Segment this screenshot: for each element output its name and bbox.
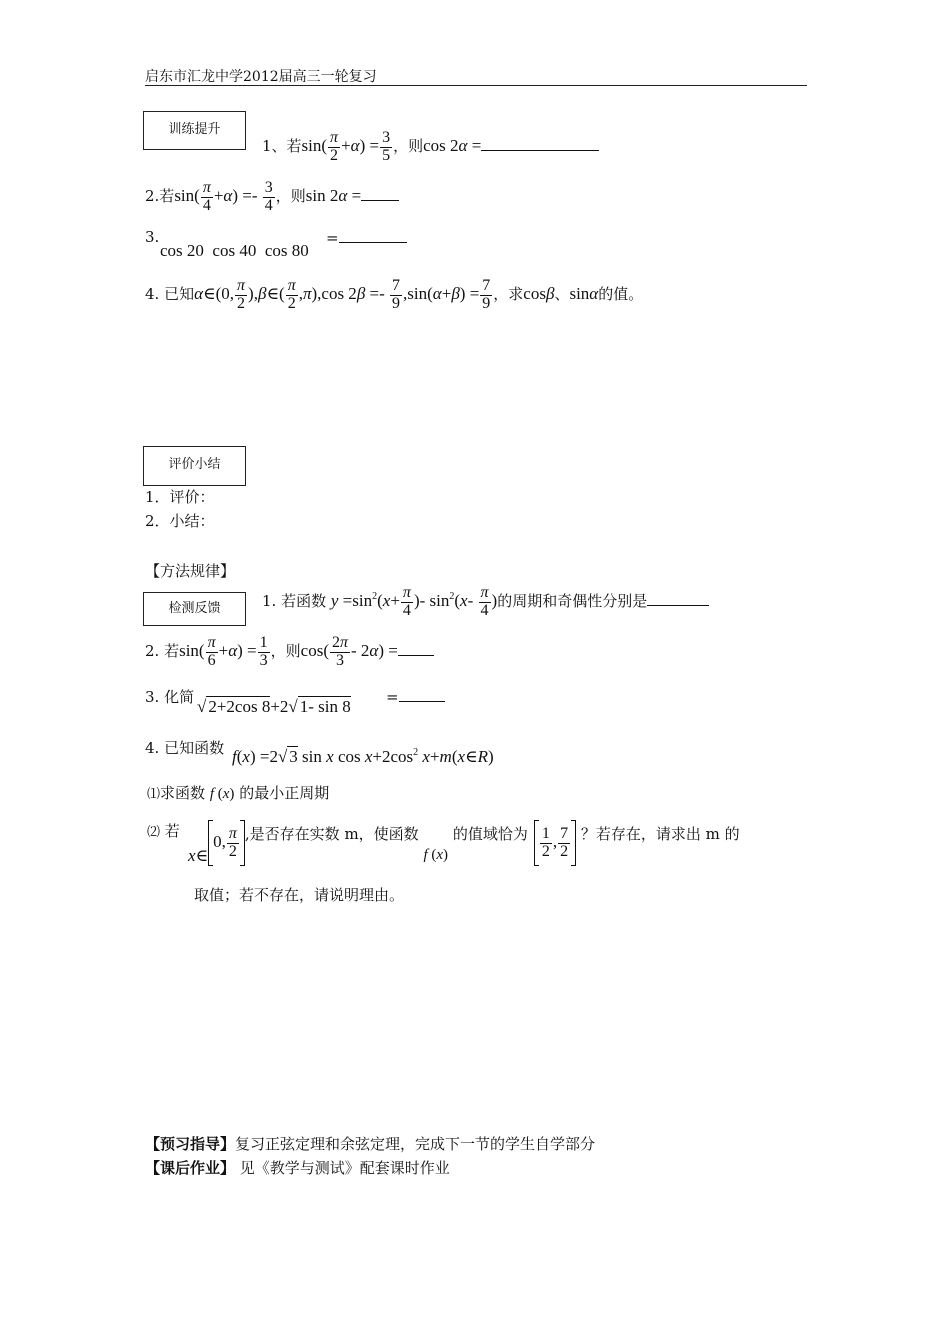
feedback-q4-sub2: ⑵ 若 (147, 822, 180, 840)
training-q3-eq: = (326, 229, 407, 247)
feedback-q4-sub2-line2: 取值；若不存在，请说明理由。 (194, 886, 405, 904)
feedback-q4-sub1: ⑴求函数 f (x) 的最小正周期 (147, 784, 330, 802)
homework-text: 见《教学与测试》配套课时作业 (235, 1159, 450, 1177)
training-q3: cos 20 cos 40 cos 80 (160, 241, 313, 260)
answer-blank[interactable] (399, 700, 445, 702)
feedback-q3-eq: = (386, 688, 445, 706)
preview-guide (145, 1133, 595, 1154)
training-q2: 2.若sin( $\frac{\pi}{4}$ +α) =- $\frac{3}{4}$ ，则sin 2α = (145, 180, 399, 215)
evaluation-item-2: 2．小结： (145, 512, 215, 530)
feedback-q2: 2. 若sin( $\frac{\pi}{6}$ +α) = $\frac{1}{3}$ ，则cos( $\frac{2\pi}{3}$ - 2α) = (145, 635, 434, 670)
feedback-box-label: 检测反馈 (168, 601, 221, 616)
training-box (143, 111, 246, 150)
evaluation-box-label: 评价小结 (168, 457, 221, 472)
answer-blank[interactable] (361, 199, 399, 201)
feedback-q4-formula: f(x) =2√ 3 sin x $\cos x+2\cos^2$ x+m(x∈R) (232, 747, 494, 766)
feedback-q1: 1. 若函数 $y =\sin^2(x+$ $\frac{\pi}{4}$ )- $\sin^2(x-$ $\frac{\pi}{4}$ )的周期和奇偶性分别是 (262, 585, 709, 620)
answer-blank[interactable] (647, 604, 709, 606)
feedback-q4-label: 4. 已知函数 (145, 739, 225, 757)
homework (145, 1157, 450, 1178)
preview-label: 【预习指导】 (145, 1135, 236, 1153)
answer-blank[interactable] (398, 654, 434, 656)
feedback-q3: √ 2+2cos 8+2√ 1- sin 8 (197, 697, 351, 716)
page-header: 启东市汇龙中学2012届高三一轮复习 (145, 69, 377, 85)
evaluation-item-1: 1．评价： (145, 488, 215, 506)
training-q1: 1、若sin( $\frac{\pi}{2}$ +α) = $\frac{3}{5}$ ，则cos 2α = (262, 130, 599, 165)
feedback-box (143, 592, 246, 626)
evaluation-box (143, 446, 246, 486)
feedback-q3-label: 3. 化简 (145, 688, 195, 706)
method-heading: 【方法规律】 (145, 562, 236, 580)
feedback-q4-sub2-formula: x∈0, $\frac{\pi}{2}$ ,是否存在实数 m，使函数 f (x) 的值域恰为 $\frac{1}{2}$ , $\frac{7}{2}$ ？若存在，请求出 m 的 (188, 820, 740, 866)
answer-blank[interactable] (481, 149, 599, 151)
training-box-label: 训练提升 (168, 122, 221, 137)
answer-blank[interactable] (339, 241, 407, 243)
training-q3-num: 3. (145, 228, 160, 246)
training-q4: 4. 已知α∈(0, $\frac{\pi}{2}$ ),β∈( $\frac{\pi}{2}$ ,π),cos 2β =- $\frac{7}{9}$ ,sin(α+β) = $\frac{7}{9}$ ，求cosβ、sinα的值。 (145, 277, 644, 312)
preview-text: 复习正弦定理和余弦定理，完成下一节的学生自学部分 (235, 1135, 596, 1153)
header-divider (145, 85, 807, 86)
homework-label: 【课后作业】 (145, 1159, 236, 1177)
